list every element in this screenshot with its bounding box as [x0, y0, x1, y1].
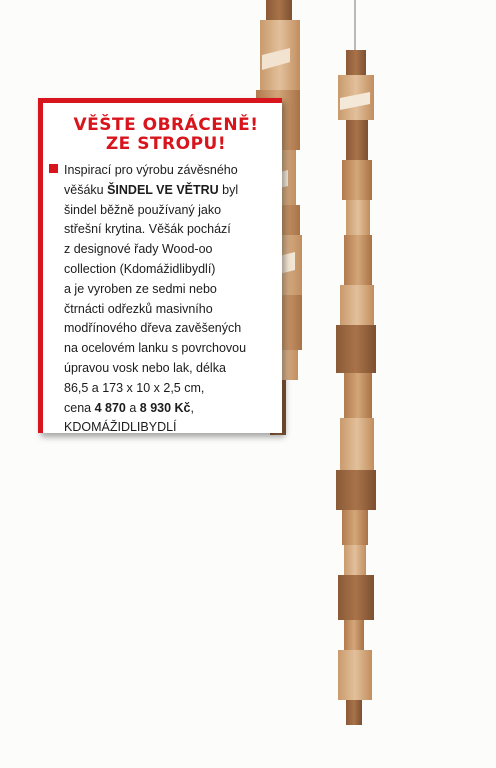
body-line-7: [64, 280, 276, 300]
text-segment: 86,5 a 173 x 10 x 2,5 cm,: [64, 380, 205, 395]
text-segment: byl: [218, 182, 239, 197]
product-name: ŠINDEL VE VĚTRU: [107, 182, 219, 197]
text-segment: Inspirací pro výrobu závěsného: [64, 163, 238, 177]
text-segment: a: [125, 400, 140, 415]
card-top-border: [38, 98, 282, 103]
card-left-border: [38, 98, 43, 433]
body-line-10: [64, 339, 276, 359]
body-line-6: [64, 260, 276, 280]
body-line-2: [64, 181, 276, 201]
body-line-3: [64, 201, 276, 221]
body-line-1: [64, 161, 276, 181]
text-segment: na ocelovém lanku s povrchovou: [64, 341, 247, 356]
title-line-2: ZE STROPU!: [105, 134, 227, 154]
body-line-13: [64, 399, 276, 419]
source-credit: KDOMÁŽIDLIBYDLÍ: [64, 420, 177, 435]
text-segment: ,: [190, 400, 194, 415]
body-line-4: [64, 220, 276, 240]
text-segment: modřínového dřeva zavěšených: [64, 321, 242, 336]
price-1: 4 870: [94, 400, 126, 415]
hanger-right: [336, 0, 376, 725]
bullet-square: [49, 164, 58, 173]
text-segment: collection (Kdomážidlibydlí): [64, 261, 216, 276]
text-segment: šindel běžně používaný jako: [64, 202, 222, 217]
body-line-11: [64, 359, 276, 379]
text-segment: věšáku: [64, 182, 108, 197]
body-line-14: [64, 418, 276, 438]
text-segment: a je vyroben ze sedmi nebo: [64, 281, 217, 296]
text-segment: cena: [64, 400, 95, 415]
info-card: [38, 98, 282, 433]
body-line-9: [64, 319, 276, 339]
title-line-1: VĚŠTE OBRÁCENĚ!: [73, 115, 259, 135]
text-segment: z designové řady Wood-oo: [64, 242, 213, 257]
article-title: [54, 116, 278, 154]
price-2: 8 930 Kč: [139, 400, 191, 415]
text-segment: úpravou vosk nebo lak, délka: [64, 360, 226, 375]
article-body: [64, 161, 276, 438]
text-segment: čtrnácti odřezků masivního: [64, 301, 213, 316]
text-segment: střešní krytina. Věšák pochází: [64, 222, 231, 237]
body-line-8: [64, 300, 276, 320]
body-line-12: [64, 379, 276, 399]
body-line-5: [64, 240, 276, 260]
